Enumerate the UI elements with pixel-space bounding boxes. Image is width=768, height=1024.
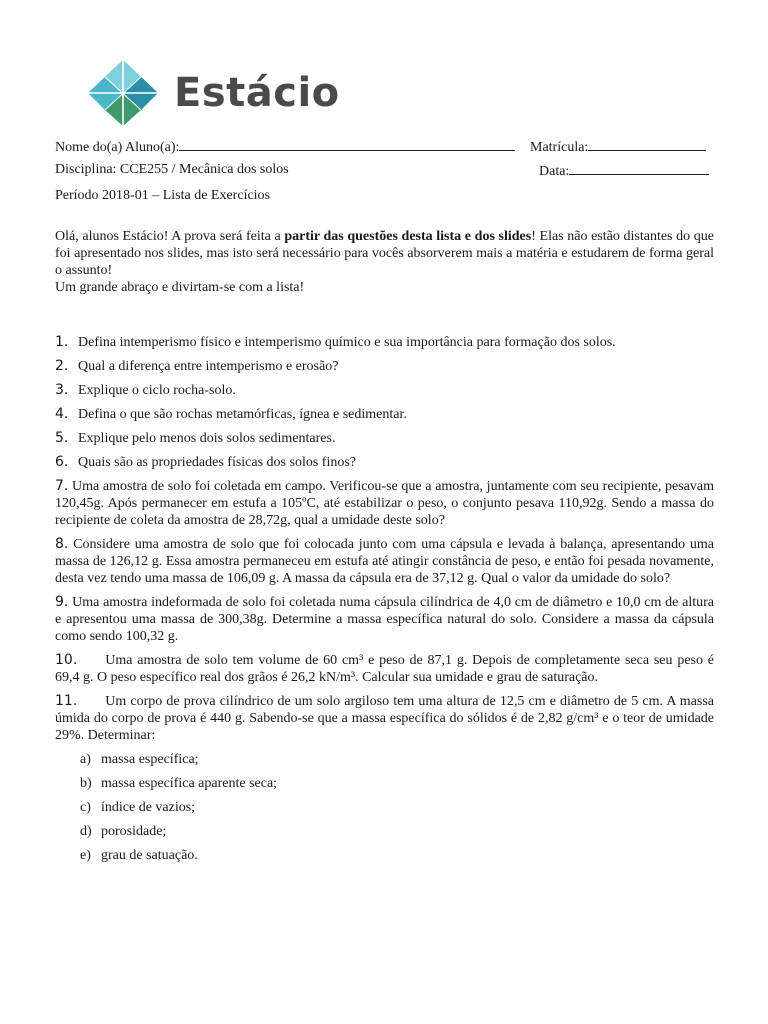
estacio-diamond-icon xyxy=(86,58,160,128)
subitem-a: a) massa específica; xyxy=(80,752,199,767)
student-name-field[interactable] xyxy=(179,138,515,151)
question-2: 2. Qual a diferença entre intemperismo e erosão? xyxy=(55,358,339,374)
date-label: Data: xyxy=(539,164,570,179)
intro-part-a: Olá, alunos Estácio! A prova será feita a xyxy=(55,229,285,244)
question-5: 5. Explique pelo menos dois solos sedimentares. xyxy=(55,430,336,446)
intro-text xyxy=(55,228,714,296)
matricula-line xyxy=(530,138,706,156)
question-9: 9. Uma amostra indeformada de solo foi coletada numa cápsula cilíndrica de 4,0 cm de diâmetro e 10,0 cm de altura e apresentou uma massa de 300,38g. Determine a massa específica natural do solo. Considere a massa da cápsula como sendo 100,32 g. xyxy=(55,594,714,644)
questions-list xyxy=(55,334,714,871)
question-4: 4. Defina o que são rochas metamórficas, ígnea e sedimentar. xyxy=(55,406,407,422)
student-name-line xyxy=(55,138,515,156)
logo-wordmark: Estácio xyxy=(174,70,340,116)
question-1: 1. Defina intemperismo físico e intemperismo químico e sua importância para formação dos solos. xyxy=(55,334,616,350)
intro-part-b: ! Elas não estão distantes do que foi apresentado nos slides, mas isto será necessário para vocês absorverem mais a matéria e estudarem de forma geral o assunto! xyxy=(55,229,715,278)
matricula-field[interactable] xyxy=(588,138,706,151)
disciplina-line: Disciplina: CCE255 / Mecânica dos solos xyxy=(55,162,289,177)
question-7: 7. Uma amostra de solo foi coletada em campo. Verificou-se que a amostra, juntamente com seu recipiente, pesavam 120,45g. Após permanecer em estufa a 105ºC, até estabilizar o peso, o conjunto pesava 110,92g. Sendo a massa do recipiente de coleta da amostra de 28,72g, qual a umidade deste solo? xyxy=(55,478,714,528)
question-8: 8. Considere uma amostra de solo que foi colocada junto com uma cápsula e levada à balança, apresentando uma massa de 126,12 g. Essa amostra permaneceu em estufa até atingir constância de peso, e então foi pesada novamente, desta vez tendo uma massa de 106,09 g. A massa da cápsula era de 37,12 g. Qual o valor da umidade do solo? xyxy=(55,536,714,586)
subitem-c: c) índice de vazios; xyxy=(80,800,196,815)
date-line xyxy=(539,162,709,180)
question-11-subitems xyxy=(80,751,714,864)
subitem-b: b) massa específica aparente seca; xyxy=(80,776,278,791)
estacio-logo xyxy=(86,58,340,128)
intro-closing: Um grande abraço e divirtam-se com a lista! xyxy=(55,280,305,295)
intro-bold: partir das questões desta lista e dos slides xyxy=(284,229,532,244)
question-6: 6. Quais são as propriedades físicas dos solos finos? xyxy=(55,454,357,470)
student-name-label: Nome do(a) Aluno(a): xyxy=(55,140,180,155)
matricula-label: Matrícula: xyxy=(530,140,589,155)
subitem-d: d) porosidade; xyxy=(80,824,167,839)
question-3: 3. Explique o ciclo rocha-solo. xyxy=(55,382,236,398)
question-10: 10. Uma amostra de solo tem volume de 60 cm³ e peso de 87,1 g. Depois de completamente seca seu peso é 69,4 g. O peso específico real dos grãos é 26,2 kN/m³. Calcular sua umidade e grau de saturação. xyxy=(55,652,714,685)
question-11: 11. Um corpo de prova cilíndrico de um solo argiloso tem uma altura de 12,5 cm e diâmetro de 5 cm. A massa úmida do corpo de prova é 440 g. Sabendo-se que a massa específica do sólidos é de 2,82 g/cm³ e o teor de umidade 29%. Determinar: xyxy=(55,693,714,743)
periodo-line: Período 2018-01 – Lista de Exercícios xyxy=(55,188,271,203)
subitem-e: e) grau de satuação. xyxy=(80,848,198,863)
date-field[interactable] xyxy=(569,162,709,175)
intro-paragraph xyxy=(55,228,714,279)
